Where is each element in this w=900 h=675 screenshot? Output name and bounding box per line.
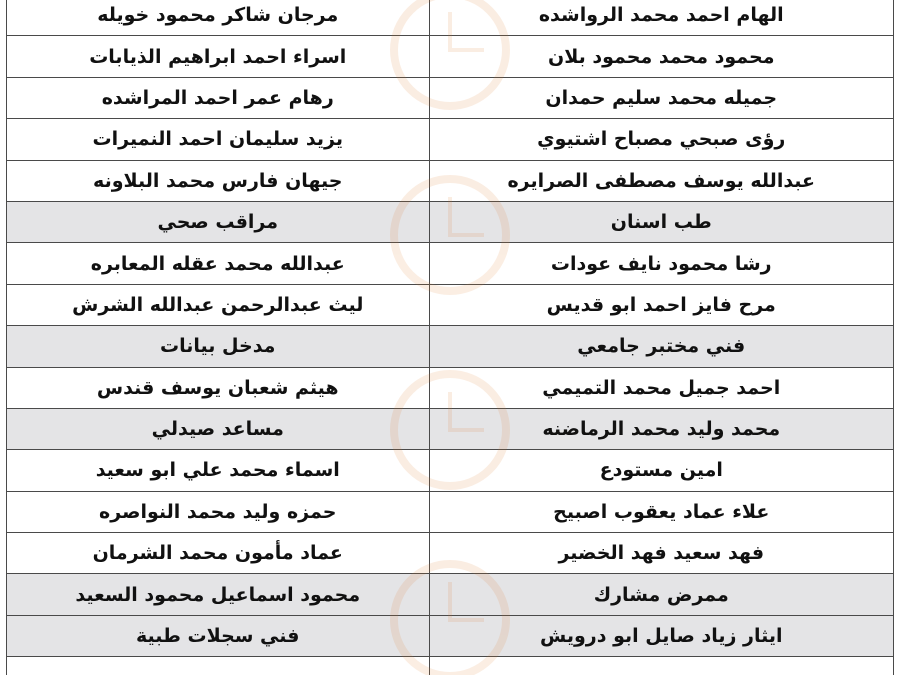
- name-cell-left: فني سجلات طبية: [7, 615, 430, 656]
- name-cell-right: علاء عماد يعقوب اصبيح: [429, 491, 894, 532]
- table-row: [7, 450, 894, 491]
- table-row: [7, 77, 894, 118]
- table-row: [7, 160, 894, 201]
- name-cell-right: فني مختبر جامعي: [429, 326, 894, 367]
- name-cell-right: طب اسنان: [429, 201, 894, 242]
- name-cell-right: ممرض مشارك: [429, 574, 894, 615]
- table-row: [7, 36, 894, 77]
- name-cell-right: الهام احمد محمد الرواشده: [429, 0, 894, 36]
- table-row: [7, 243, 894, 284]
- names-table: [6, 0, 894, 675]
- name-cell-right: جميله محمد سليم حمدان: [429, 77, 894, 118]
- name-cell-right: احمد جميل محمد التميمي: [429, 367, 894, 408]
- category-heading-row: [7, 574, 894, 615]
- table-row: [7, 491, 894, 532]
- name-cell-left: عماد مأمون محمد الشرمان: [7, 533, 430, 574]
- table-row: [7, 284, 894, 325]
- name-cell-right: عبدالله يوسف مصطفى الصرايره: [429, 160, 894, 201]
- name-cell-left: اسماء محمد علي ابو سعيد: [7, 450, 430, 491]
- name-cell-right: رؤى صبحي مصباح اشتيوي: [429, 119, 894, 160]
- category-heading-row: [7, 201, 894, 242]
- name-cell-left: حمزه وليد محمد النواصره: [7, 491, 430, 532]
- table-row: [7, 657, 894, 675]
- name-cell-left: مساعد صيدلي: [7, 408, 430, 449]
- name-cell-right: محمد وليد محمد الرماضنه: [429, 408, 894, 449]
- name-cell-left: محمود اسماعيل محمود السعيد: [7, 574, 430, 615]
- name-cell-left: يزيد سليمان احمد النميرات: [7, 119, 430, 160]
- name-cell-left: مراقب صحي: [7, 201, 430, 242]
- name-cell-left: اسراء احمد ابراهيم الذيابات: [7, 36, 430, 77]
- name-cell-left: [7, 657, 430, 675]
- name-cell-left: هيثم شعبان يوسف قندس: [7, 367, 430, 408]
- table-row: [7, 367, 894, 408]
- name-cell-left: مدخل بيانات: [7, 326, 430, 367]
- name-cell-right: ايثار زياد صايل ابو درويش: [429, 615, 894, 656]
- name-cell-left: عبدالله محمد عقله المعابره: [7, 243, 430, 284]
- table-row: [7, 533, 894, 574]
- name-cell-left: مرجان شاكر محمود خويله: [7, 0, 430, 36]
- table-row: [7, 119, 894, 160]
- category-heading-row: [7, 408, 894, 449]
- name-cell-left: جيهان فارس محمد البلاونه: [7, 160, 430, 201]
- name-cell-left: ليث عبدالرحمن عبدالله الشرش: [7, 284, 430, 325]
- name-cell-right: محمود محمد محمود بلان: [429, 36, 894, 77]
- category-heading-row: [7, 326, 894, 367]
- name-cell-right: مرح فايز احمد ابو قديس: [429, 284, 894, 325]
- category-heading-row: [7, 615, 894, 656]
- name-cell-right: فهد سعيد فهد الخضير: [429, 533, 894, 574]
- name-cell-right: امين مستودع: [429, 450, 894, 491]
- table-row: [7, 0, 894, 36]
- name-cell-left: رهام عمر احمد المراشده: [7, 77, 430, 118]
- name-cell-right: [429, 657, 894, 675]
- names-table-body: [7, 0, 894, 675]
- name-cell-right: رشا محمود نايف عودات: [429, 243, 894, 284]
